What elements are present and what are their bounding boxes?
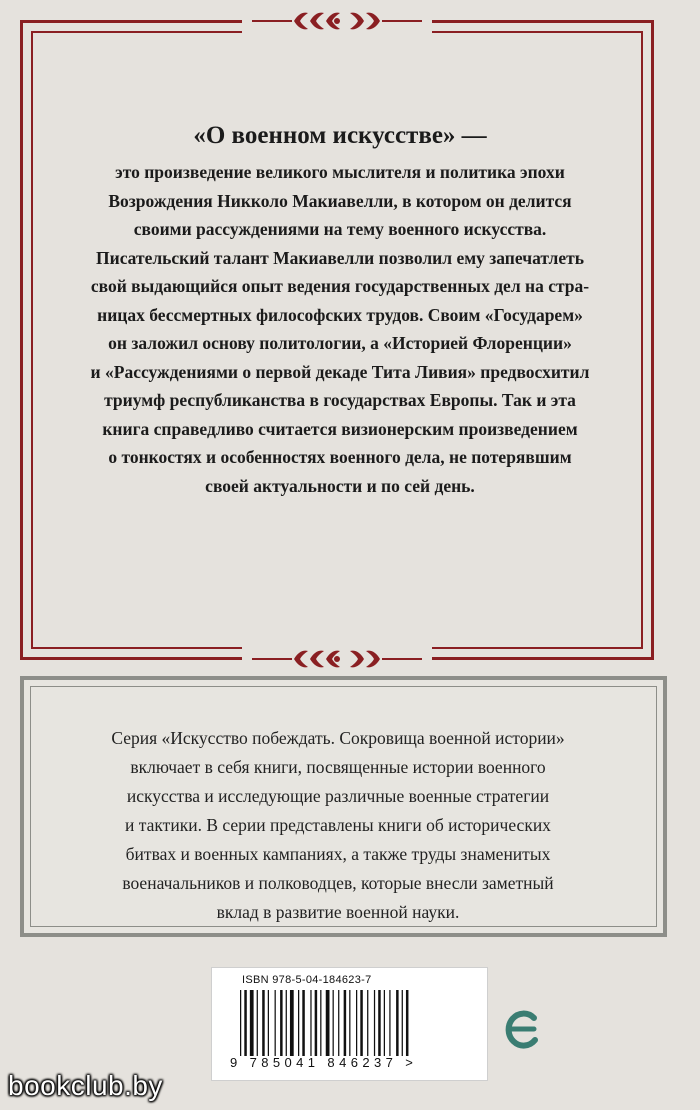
quote-title: «О военном искусстве» — (193, 122, 487, 149)
annotation-line: и «Рассуждениями о первой декаде Тита Ливия» предвосхитил (90, 361, 590, 382)
isbn-label: ISBN 978-5-04-184623-7 (242, 974, 372, 986)
series-line: вклад в развитие военной науки. (216, 902, 460, 922)
series-line: военачальников и полководцев, которые внесли заметный (122, 873, 554, 893)
series-line: Серия «Искусство побеждать. Сокровища военной истории» (111, 728, 565, 748)
annotation-line: Возрождения Никколо Макиавелли, в котором он делится (108, 190, 572, 211)
series-description (46, 724, 630, 927)
annotation-line: триумф республиканства в государствах Европы. Так и эта (104, 390, 576, 410)
annotation-line: он заложил основу политологии, а «Историей Флоренции» (108, 333, 572, 353)
annotation-line: своей актуальности и по сей день. (205, 475, 475, 496)
series-line: включает в себя книги, посвященные истории военного (130, 757, 546, 777)
annotation-line: ницах бессмертных философских трудов. Своим «Государем» (97, 304, 583, 325)
ornament-bottom-icon (242, 645, 432, 673)
barcode (211, 967, 488, 1081)
annotation-block (70, 120, 610, 500)
barcode-bars-icon (240, 990, 462, 1056)
ornament-top-icon (242, 7, 432, 35)
annotation-line: своими рассуждениями на тему военного искусства. (133, 219, 547, 239)
series-line: битвах и военных кампаниях, а также труды знаменитых (125, 844, 551, 864)
annotation-line: свой выдающийся опыт ведения государственных дел на стра- (90, 276, 590, 296)
annotation-line: книга справедливо считается визионерским произведением (102, 418, 578, 439)
barcode-digits: 9 785041 846237 > (230, 1055, 418, 1070)
series-line: искусства и исследующие различные военные стратегии (126, 786, 550, 806)
annotation-text (70, 158, 610, 500)
series-line: и тактики. В серии представлены книги об исторических (125, 815, 551, 835)
eksmo-logo-icon (502, 1006, 542, 1057)
annotation-line: о тонкостях и особенностях военного дела, не потерявшим (108, 447, 572, 467)
watermark: bookclub.by (8, 1070, 163, 1101)
annotation-line: Писательский талант Макиавелли позволил ему запечатлеть (96, 247, 584, 268)
annotation-line: это произведение великого мыслителя и политика эпохи (115, 162, 565, 182)
